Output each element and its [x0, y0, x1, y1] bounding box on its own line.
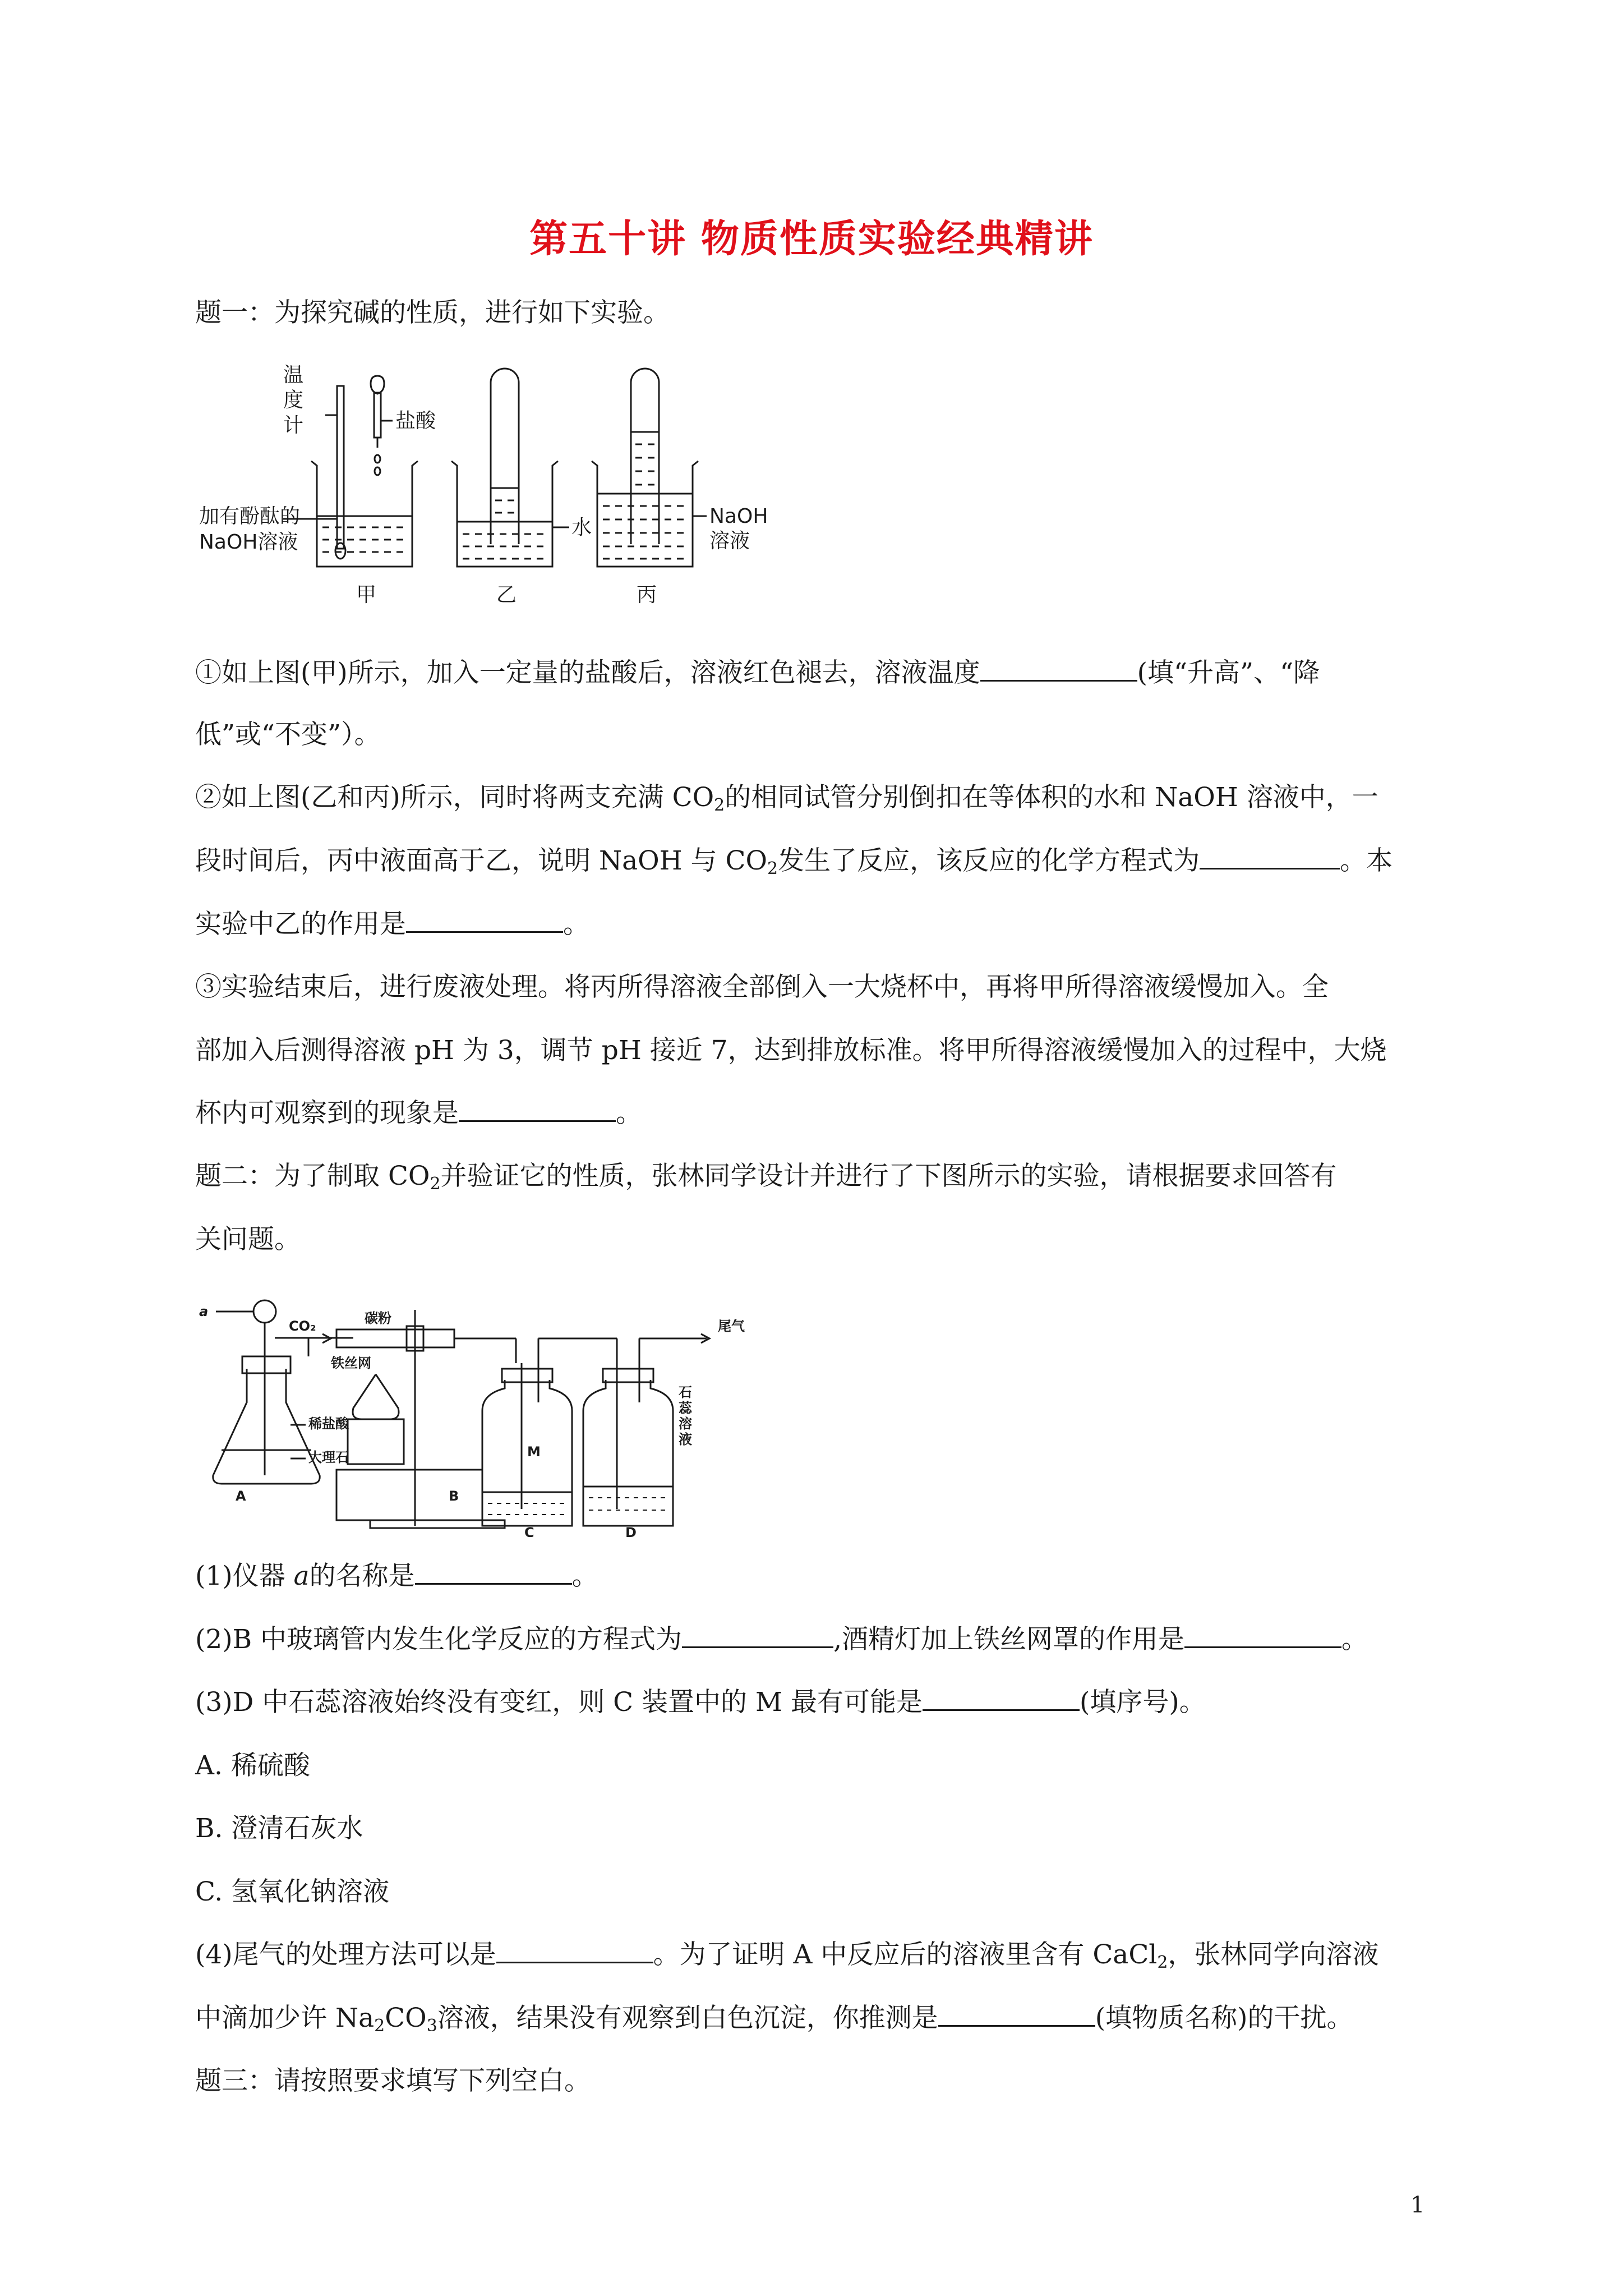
q2-apparatus-figure — [191, 1290, 796, 1537]
label-marble: 大理石 — [308, 1450, 349, 1465]
q1-header: 题一：为探究碱的性质，进行如下实验。 — [195, 297, 670, 328]
label-thermometer-3: 计 — [283, 414, 304, 437]
label-carbon: 碳粉 — [365, 1310, 391, 1326]
label-a: a — [199, 1304, 209, 1319]
label-tail-gas: 尾气 — [718, 1318, 745, 1334]
label-naoh-line2: 溶液 — [709, 530, 750, 553]
q1-p3-line3: 杯内可观察到的现象是 。 — [195, 1098, 642, 1129]
label-litmus-1: 石 — [679, 1384, 692, 1400]
answer-blank — [459, 1117, 616, 1122]
q2-s3: (3)D 中石蕊溶液始终没有变红，则 C 装置中的 M 最有可能是 (填序号)。 — [195, 1687, 1206, 1718]
caption-bing: 丙 — [637, 583, 657, 606]
answer-blank — [415, 1580, 572, 1585]
caption-b: B — [449, 1488, 459, 1504]
q2-s4-line2: 中滴加少许 $Na_2CO_3$溶液，结果没有观察到白色沉淀，你推测是 (填物质名称)的干扰。 — [195, 2003, 1353, 2036]
caption-a: A — [236, 1488, 246, 1504]
answer-blank — [1200, 864, 1340, 869]
caption-yi: 乙 — [496, 583, 517, 606]
q2-s1: (1)仪器 a的名称是 。 — [195, 1561, 598, 1591]
q1-p1-line1: ①如上图(甲)所示，加入一定量的盐酸后，溶液红色褪去，溶液温度 (填“升高”、“降 — [195, 657, 1320, 688]
q1-p2-line2: 段时间后，丙中液面高于乙，说明 NaOH 与 $CO_2$发生了反应，该反应的化学方程式为 。本 — [195, 845, 1393, 878]
label-beaker1-line2: NaOH溶液 — [199, 531, 298, 554]
label-mesh: 铁丝网 — [331, 1355, 371, 1371]
q2-option-c: C. 氢氧化钠溶液 — [195, 1876, 390, 1907]
label-litmus-2: 蕊 — [679, 1400, 692, 1416]
q1-p1-line2: 低”或“不变”）。 — [195, 719, 381, 750]
label-thermometer-1: 温 — [283, 364, 304, 386]
answer-blank — [923, 1706, 1080, 1711]
label-acid: 稀盐酸 — [308, 1416, 349, 1432]
label-water: 水 — [571, 516, 592, 539]
label-beaker1-line1: 加有酚酞的 — [199, 505, 301, 528]
caption-d: D — [625, 1525, 637, 1537]
q2-s4-line1: (4)尾气的处理方法可以是 。为了证明 A 中反应后的溶液里含有 CaCl$_2$，张林同学向溶液 — [195, 1939, 1379, 1972]
label-m: M — [527, 1444, 541, 1460]
q1-figure — [199, 359, 771, 617]
q1-p3-line2: 部加入后测得溶液 pH 为 3，调节 pH 接近 7，达到排放标准。将甲所得溶液缓慢加入的过程中，大烧 — [195, 1035, 1387, 1066]
answer-blank — [496, 1958, 653, 1963]
label-hcl: 盐酸 — [395, 409, 436, 432]
answer-blank — [406, 928, 563, 933]
label-naoh-line1: NaOH — [709, 505, 768, 528]
label-thermometer-2: 度 — [283, 389, 304, 412]
q2-option-a: A. 稀硫酸 — [195, 1750, 310, 1781]
q1-p2-line1: ②如上图(乙和丙)所示，同时将两支充满 $CO_2$的相同试管分别倒扣在等体积的水和 NaOH 溶液中，一 — [195, 782, 1378, 815]
q3-header: 题三：请按照要求填写下列空白。 — [195, 2065, 591, 2096]
answer-blank — [980, 677, 1137, 682]
page-number: 1 — [1410, 2192, 1425, 2218]
answer-blank — [682, 1643, 833, 1648]
q2-header-line1: 题二：为了制取 $CO_2$并验证它的性质，张林同学设计并进行了下图所示的实验，请根据要求回答有 — [195, 1161, 1337, 1194]
q2-option-b: B. 澄清石灰水 — [195, 1813, 363, 1844]
answer-blank — [1184, 1643, 1341, 1648]
label-co2: CO₂ — [289, 1318, 316, 1334]
page-title: 第五十讲 物质性质实验经典精讲 — [529, 217, 1094, 261]
label-litmus-4: 液 — [679, 1432, 692, 1447]
caption-jia: 甲 — [356, 583, 377, 606]
q2-s2: (2)B 中玻璃管内发生化学反应的方程式为 ,酒精灯加上铁丝网罩的作用是 。 — [195, 1624, 1368, 1655]
caption-c: C — [524, 1525, 534, 1537]
label-litmus-3: 溶 — [679, 1416, 692, 1432]
q1-p3-line1: ③实验结束后，进行废液处理。将丙所得溶液全部倒入一大烧杯中，再将甲所得溶液缓慢加入。全 — [195, 972, 1329, 1002]
q1-p2-line3: 实验中乙的作用是 。 — [195, 909, 589, 940]
answer-blank — [938, 2022, 1095, 2027]
q2-header-line2: 关问题。 — [195, 1224, 301, 1255]
